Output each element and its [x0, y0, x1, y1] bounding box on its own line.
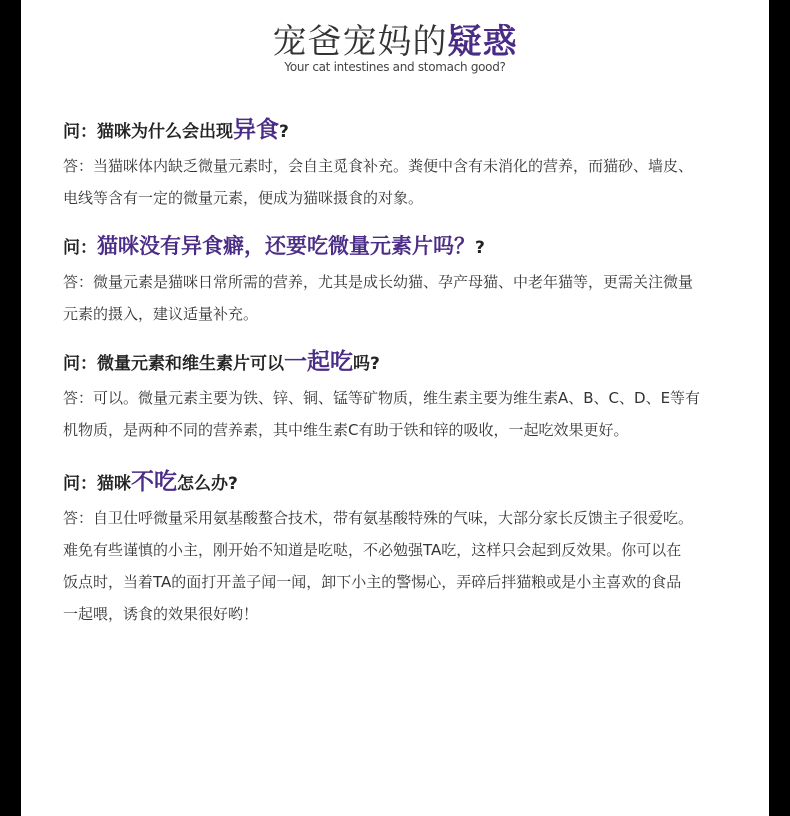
- question-highlight: 不吃: [131, 469, 177, 495]
- header: [21, 18, 769, 74]
- question-3: [63, 348, 753, 378]
- answer-2: [63, 266, 753, 330]
- question-prefix: 问：猫咪: [63, 474, 131, 494]
- question-highlight: 异食: [233, 117, 279, 143]
- question-suffix: 怎么办?: [177, 474, 238, 494]
- answer-line: 元素的摄入，建议适量补充。: [63, 305, 259, 323]
- title-plain: 宠爸宠妈的: [272, 22, 448, 62]
- qa-item-4: [63, 468, 753, 630]
- answer-3: [63, 382, 753, 446]
- answer-line: 答：微量元素是猫咪日常所需的营养，尤其是成长幼猫、孕产母猫、中老年猫等，更需关注微量: [63, 273, 694, 291]
- question-2: [63, 232, 753, 262]
- qa-item-2: [63, 232, 753, 330]
- title-strong: 疑惑: [447, 22, 518, 62]
- answer-line: 答：当猫咪体内缺乏微量元素时，会自主觅食补充。粪便中含有未消化的营养，而猫砂、墙皮、: [63, 157, 694, 175]
- question-highlight: 一起吃: [284, 349, 353, 375]
- page-subtitle: Your cat intestines and stomach good?: [284, 60, 506, 74]
- question-prefix: 问：微量元素和维生素片可以: [63, 354, 284, 374]
- qa-item-3: [63, 348, 753, 446]
- page-title: [21, 18, 769, 66]
- question-4: [63, 468, 753, 498]
- answer-line: 答：自卫仕呼微量采用氨基酸螯合技术，带有氨基酸特殊的气味，大部分家长反馈主子很爱吃。: [63, 509, 694, 527]
- question-suffix: ?: [279, 122, 289, 142]
- question-suffix: 吗?: [353, 354, 380, 374]
- question-suffix: ?: [475, 238, 485, 258]
- answer-line: 一起喂，诱食的效果很好哟！: [63, 605, 259, 623]
- answer-4: [63, 502, 753, 630]
- qa-item-1: [63, 116, 753, 214]
- answer-1: [63, 150, 753, 214]
- answer-line: 饭点时，当着TA的面打开盖子闻一闻，卸下小主的警惕心，弄碎后拌猫粮或是小主喜欢的食品: [63, 573, 682, 591]
- question-prefix: 问：: [63, 238, 97, 258]
- answer-line: 难免有些谨慎的小主，刚开始不知道是吃哒，不必勉强TA吃，这样只会起到反效果。你可以在: [63, 541, 682, 559]
- question-1: [63, 116, 753, 146]
- question-prefix: 问：猫咪为什么会出现: [63, 122, 233, 142]
- answer-line: 答：可以。微量元素主要为铁、锌、铜、锰等矿物质，维生素主要为维生素A、B、C、D、E等有: [63, 389, 701, 407]
- question-highlight: 猫咪没有异食癖，还要吃微量元素片吗？: [97, 234, 475, 258]
- page: [21, 0, 769, 816]
- answer-line: 机物质，是两种不同的营养素，其中维生素C有助于铁和锌的吸收，一起吃效果更好。: [63, 421, 629, 439]
- answer-line: 电线等含有一定的微量元素，便成为猫咪摄食的对象。: [63, 189, 424, 207]
